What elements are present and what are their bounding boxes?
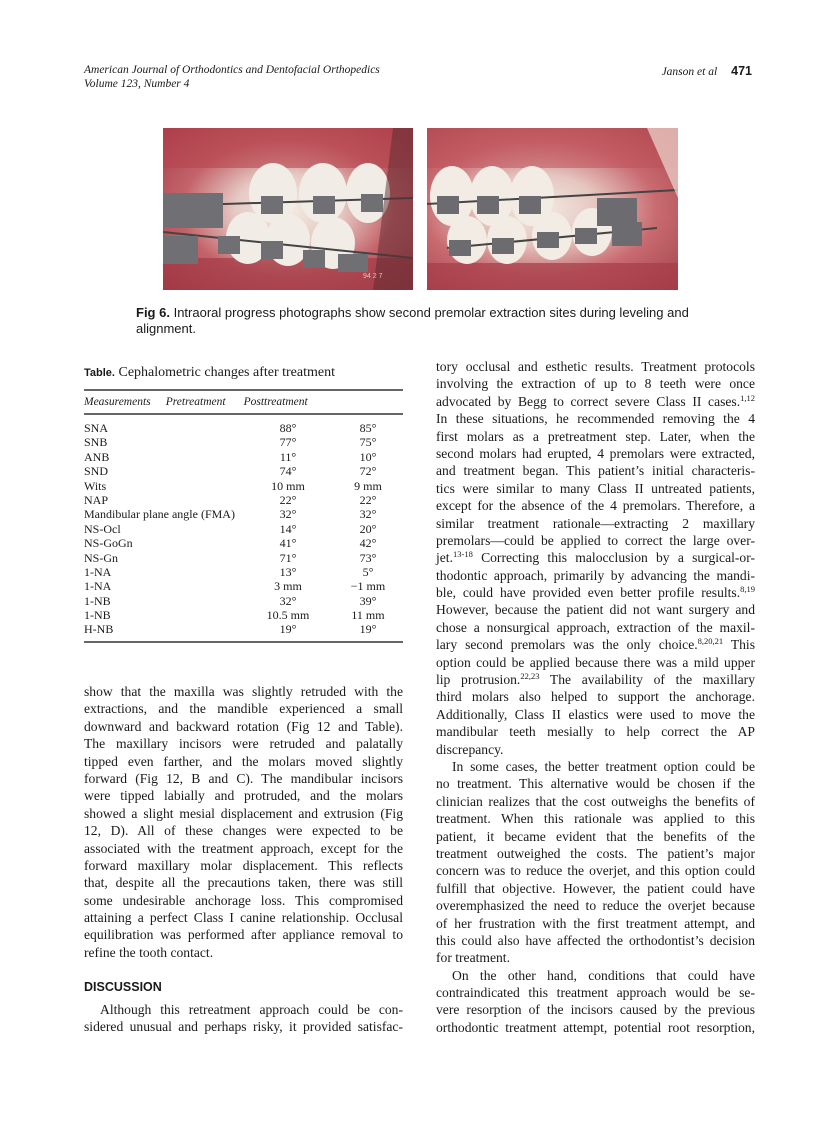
text-line: contraindicated this treatment approach would be se- <box>436 985 755 1001</box>
table-label: Table. <box>84 367 115 379</box>
posttreatment-cell: 9 mm <box>354 478 382 493</box>
measurement-cell: 1-NA <box>84 564 112 579</box>
posttreatment-cell: 72° <box>359 464 377 479</box>
text-line: involving the extraction of up to 8 teeth were once <box>436 376 755 392</box>
page-number: 471 <box>731 64 752 78</box>
text-line: of her frustration with the first treatment attempt, and <box>436 915 755 931</box>
section-heading-discussion: DISCUSSION <box>84 980 162 994</box>
posttreatment-cell: 10° <box>359 449 377 464</box>
measurement-cell: Wits <box>84 478 107 493</box>
pretreatment-cell: 14° <box>279 521 297 536</box>
text-line: lary second premolars was the only choice.$^{8,20,21}$ This <box>436 636 755 653</box>
column-header: Pretreatment <box>165 396 226 408</box>
text-line: except for the absence of the 4 premolars. Therefore, a <box>436 498 755 514</box>
table-row <box>84 450 403 464</box>
table-row <box>84 565 403 579</box>
pretreatment-cell: 3 mm <box>274 579 302 594</box>
measurement-cell: SND <box>84 464 109 479</box>
pretreatment-cell: 32° <box>279 507 297 522</box>
column-header: Posttreatment <box>243 396 308 408</box>
posttreatment-cell: 32° <box>359 507 377 522</box>
posttreatment-cell: 42° <box>359 536 377 551</box>
posttreatment-cell: −1 mm <box>350 579 386 594</box>
table-row <box>84 464 403 478</box>
text-line: mandibular teeth mesially to help correct the AP <box>436 724 755 740</box>
left-column-text <box>84 683 403 961</box>
posttreatment-cell: 20° <box>359 521 377 536</box>
text-line: jet.$^{13-18}$ Correcting this malocclusion by a surgical-or- <box>436 549 755 566</box>
measurement-cell: NS-Ocl <box>84 521 121 536</box>
pretreatment-cell: 32° <box>279 593 297 608</box>
measurement-cell: H-NB <box>84 622 114 637</box>
text-line: vere resorption of the incisors caused by the previous <box>436 1002 755 1018</box>
text-line: were tipped labially and protruded, and the molars <box>84 788 403 804</box>
text-line: On the other hand, conditions that could have <box>452 967 755 983</box>
text-line: discrepancy. <box>436 741 504 757</box>
intraoral-photo-right-side <box>163 128 413 290</box>
text-line: showed a slight mesial displacement and extrusion (Fig <box>84 805 403 821</box>
text-line: show that the maxilla was slightly retruded with the <box>84 684 403 699</box>
text-line: thodontic approach, primarily by advancing the mandi- <box>436 567 755 583</box>
text-line: chose a nonsurgical approach, extraction of the maxil- <box>436 619 755 635</box>
measurement-cell: NS-Gn <box>84 550 119 565</box>
text-line: tics were similar to many Class II untreated patients, <box>436 480 755 496</box>
posttreatment-cell: 73° <box>359 550 377 565</box>
text-line: lip protrusion.$^{22,23}$ The availability of the maxillary <box>436 671 755 688</box>
text-line: equilibration was performed after appliance removal to <box>84 927 403 943</box>
measurement-cell: SNA <box>84 421 109 435</box>
posttreatment-cell: 39° <box>359 593 377 608</box>
text-line: first molars as a pretreatment step. Later, when the <box>436 428 755 444</box>
cephalometric-table <box>84 365 403 643</box>
text-line: option could be applied because there was a mild upper <box>436 654 755 670</box>
table-title-text: Cephalometric changes after treatment <box>118 365 335 380</box>
table-row <box>84 493 403 507</box>
braces-illustration <box>163 128 413 290</box>
text-line: tipped even farther, and the molars moved slightly <box>84 753 403 769</box>
pretreatment-cell: 10.5 mm <box>266 608 310 623</box>
table-row <box>84 622 403 636</box>
text-line: patient, it became evident that the benefits of the <box>436 828 755 844</box>
pretreatment-cell: 11° <box>279 449 297 464</box>
journal-name: American Journal of Orthodontics and Dentofacial Orthopedics <box>84 64 380 76</box>
text-line: associated with the treatment approach, except for the <box>84 840 403 856</box>
pretreatment-cell: 71° <box>279 550 297 565</box>
text-line: In these situations, he recommended removing the 4 <box>436 411 755 427</box>
text-line: orthodontic treatment attempt, potential root resorption, <box>436 1019 755 1035</box>
measurement-cell: 1-NB <box>84 608 111 623</box>
text-line: fulfill that objective. However, the patient could have <box>436 880 755 896</box>
text-line: ble, could have provided even better profile results.$^{8,19}$ <box>436 584 755 601</box>
discussion-text <box>84 1001 403 1036</box>
pretreatment-cell: 22° <box>279 492 297 507</box>
citation-superscript: 8,19 <box>740 584 755 595</box>
text-line: clinician realizes that the cost outweighs the benefits of <box>436 793 755 809</box>
table-row <box>84 507 403 521</box>
text-line: overemphasized the need to reduce the overjet because <box>436 898 755 914</box>
table-row <box>84 536 403 550</box>
text-line: The maxillary incisors were retruded and palatally <box>84 736 403 752</box>
text-line: downward and backward rotation (Fig 12 and Table). <box>84 718 403 734</box>
text-line: advocated by Begg to correct severe Class II cases.$^{1,12}$ <box>436 392 755 409</box>
text-line: In some cases, the better treatment option could be <box>452 758 755 774</box>
right-column-text <box>436 358 755 1036</box>
table-body <box>84 421 403 637</box>
text-line: some undesirable anchorage loss. This compromised <box>84 892 403 908</box>
posttreatment-cell: 22° <box>359 492 377 507</box>
table-row <box>84 421 403 435</box>
text-line: Additionally, Class II elastics were used to move the <box>436 706 755 722</box>
text-line: 12, D). All of these changes were expected to be <box>84 823 403 839</box>
text-line: refine the tooth contact. <box>84 944 214 960</box>
figure-caption-text: Intraoral progress photographs show second premolar extraction sites during leveling and alignment. <box>136 305 689 336</box>
text-line: for treatment. <box>436 950 510 966</box>
page-header-right <box>662 62 752 80</box>
measurement-cell: NS-GoGn <box>84 536 133 551</box>
posttreatment-cell: 5° <box>362 564 374 579</box>
pretreatment-cell: 74° <box>279 464 297 479</box>
text-line: attaining a perfect Class I canine relationship. Occlusal <box>84 910 403 926</box>
citation-superscript: 8,20,21 <box>697 636 724 647</box>
text-line: that, despite all the precautions taken, there was still <box>84 875 403 891</box>
text-line: forward (Fig 12, B and C). The mandibular incisors <box>84 770 403 786</box>
measurement-cell: NAP <box>84 492 109 507</box>
text-line: no treatment. This alternative would be chosen if the <box>436 776 755 792</box>
text-line: premolars—could be applied to correct the large over- <box>436 532 755 548</box>
pretreatment-cell: 13° <box>279 564 297 579</box>
pretreatment-cell: 88° <box>279 421 297 435</box>
text-line: Although this retreatment approach could be con- <box>100 1002 403 1017</box>
posttreatment-cell: 11 mm <box>351 608 385 623</box>
posttreatment-cell: 75° <box>359 435 377 450</box>
posttreatment-cell: 19° <box>359 622 377 637</box>
figure-label: Fig 6. <box>136 305 170 320</box>
table-row <box>84 551 403 565</box>
photo-date-stamp: 94 2 7 <box>363 273 383 280</box>
measurement-cell: 1-NA <box>84 579 112 594</box>
citation-superscript: 1,12 <box>740 392 755 403</box>
text-line: treatment. When this rationale was applied to this <box>436 811 755 827</box>
running-header <box>84 63 380 91</box>
table-header-rule <box>84 413 403 415</box>
column-header: Measurements <box>84 396 151 408</box>
text-line: similar treatment rationale—extracting 2 maxillary <box>436 515 755 531</box>
table-row <box>84 608 403 622</box>
citation-superscript: 22,23 <box>520 671 540 682</box>
table-row <box>84 594 403 608</box>
text-line: forward maxillary molar displacement. This reflects <box>84 857 403 873</box>
journal-volume: Volume 123, Number 4 <box>84 78 190 90</box>
text-line: this could also have affected the orthodontist’s decision <box>436 932 755 948</box>
table-row <box>84 435 403 449</box>
table-row <box>84 579 403 593</box>
measurement-cell: 1-NB <box>84 593 111 608</box>
table-bottom-rule <box>84 641 403 643</box>
text-line: extractions, and the mandible experienced a small <box>84 701 403 717</box>
posttreatment-cell: 85° <box>359 421 377 435</box>
figure-caption <box>136 305 716 337</box>
text-line: However, because the patient did not want surgery and <box>436 602 755 618</box>
pretreatment-cell: 19° <box>279 622 297 637</box>
measurement-cell: Mandibular plane angle (FMA) <box>84 507 235 522</box>
text-line: concern was to reduce the overjet, and this option could <box>436 863 755 879</box>
measurement-cell: SNB <box>84 435 108 450</box>
citation-superscript: 13-18 <box>453 549 473 560</box>
intraoral-photo-left-side <box>427 128 678 290</box>
table-header-row <box>84 391 403 413</box>
text-line: third molars also helped to support the anchorage. <box>436 689 755 705</box>
text-line: and treatment began. This patient’s initial characteris- <box>436 463 755 479</box>
table-row <box>84 479 403 493</box>
text-line: sidered unusual and perhaps risky, it provided satisfac- <box>84 1019 403 1035</box>
table-title <box>84 365 403 381</box>
text-line: tory occlusal and esthetic results. Treatment protocols <box>436 359 755 374</box>
pretreatment-cell: 41° <box>279 536 297 551</box>
text-line: treatment outweighed the costs. The patient’s major <box>436 845 755 861</box>
pretreatment-cell: 77° <box>279 435 297 450</box>
table-row <box>84 522 403 536</box>
braces-illustration <box>427 128 678 290</box>
text-line: second molars had erupted, 4 premolars were extracted, <box>436 445 755 461</box>
pretreatment-cell: 10 mm <box>271 478 305 493</box>
measurement-cell: ANB <box>84 449 110 464</box>
author-names: Janson et al <box>661 66 718 78</box>
